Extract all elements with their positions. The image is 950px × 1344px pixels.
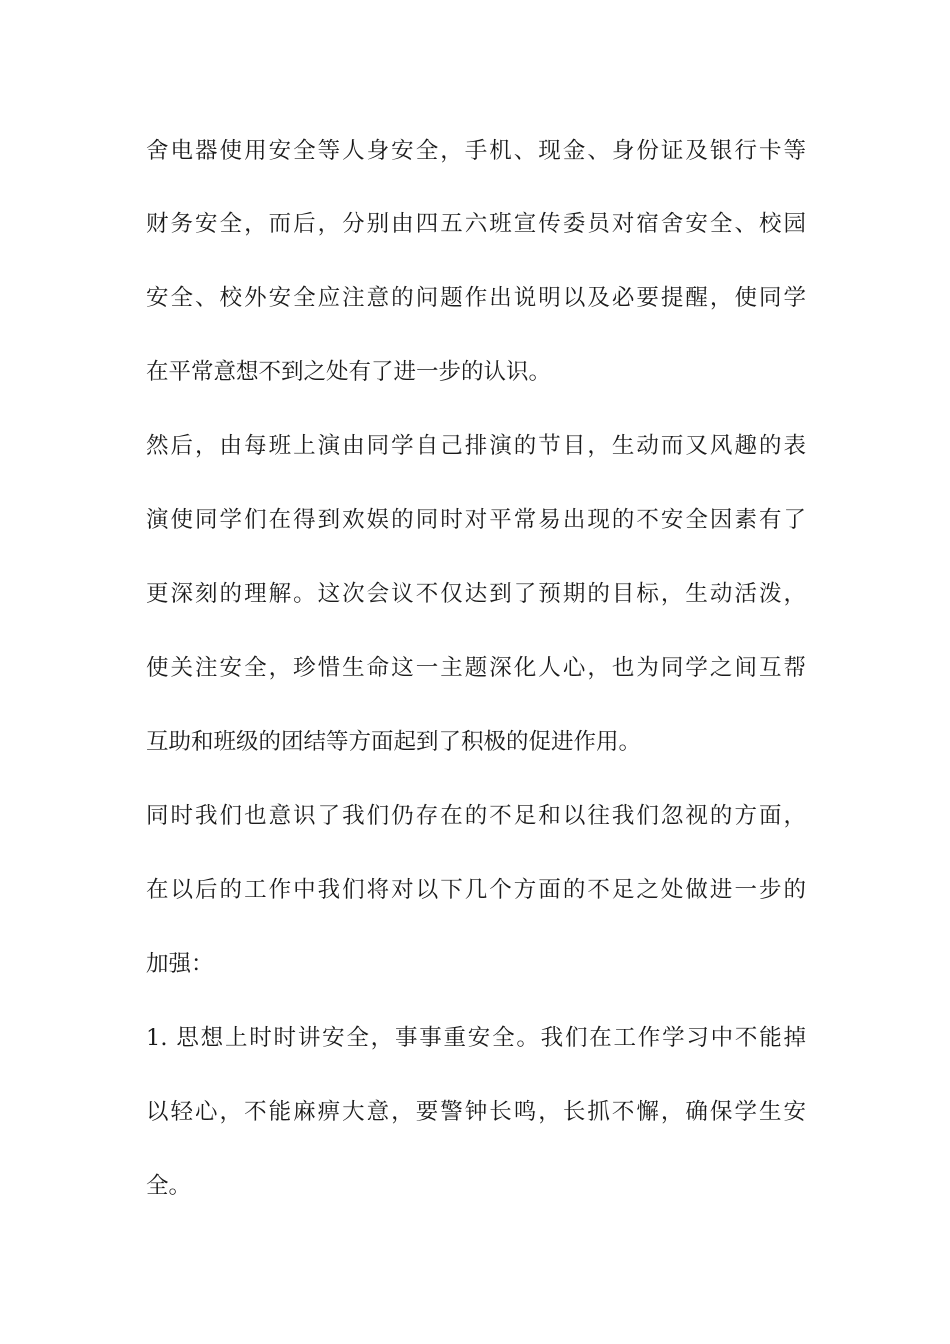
text-line: 在平常意想不到之处有了进一步的认识。 [146, 359, 552, 385]
text-line: 使关注安全，珍惜生命这一主题深化人心，也为同学之间互帮 [146, 655, 806, 681]
text-line: 以轻心，不能麻痹大意，要警钟长鸣，长抓不懈，确保学生安 [146, 1099, 806, 1125]
text-line: 演使同学们在得到欢娱的同时对平常易出现的不安全因素有了 [146, 507, 806, 533]
text-line: 舍电器使用安全等人身安全，手机、现金、身份证及银行卡等 [146, 138, 806, 164]
text-line: 同时我们也意识了我们仍存在的不足和以往我们忽视的方面， [146, 803, 806, 829]
text-line: 然后，由每班上演由同学自己排演的节目，生动而又风趣的表 [146, 433, 806, 459]
text-line: 财务安全，而后，分别由四五六班宣传委员对宿舍安全、校园 [146, 211, 806, 237]
text-line: 安全、校外安全应注意的问题作出说明以及必要提醒，使同学 [146, 285, 806, 311]
text-line: 加强： [146, 951, 214, 977]
text-line: 1. 思想上时时讲安全，事事重安全。我们在工作学习中不能掉 [146, 1025, 806, 1051]
text-line: 互助和班级的团结等方面起到了积极的促进作用。 [146, 729, 642, 755]
text-line: 全。 [146, 1173, 192, 1199]
text-line: 更深刻的理解。这次会议不仅达到了预期的目标，生动活泼， [146, 581, 806, 607]
text-line: 在以后的工作中我们将对以下几个方面的不足之处做进一步的 [146, 877, 806, 903]
